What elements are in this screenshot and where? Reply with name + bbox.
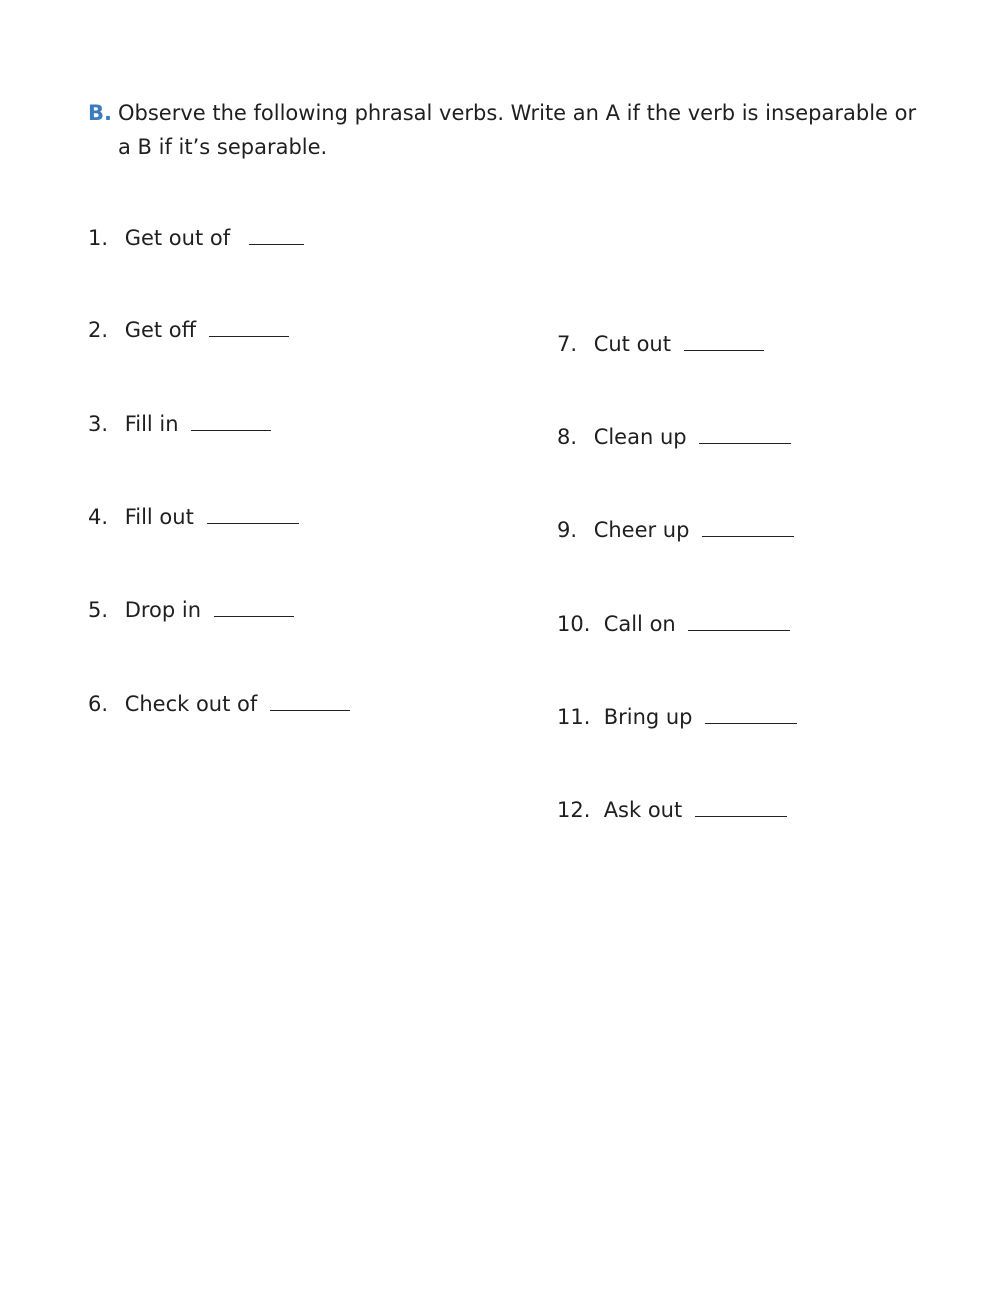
item-verb: Fill out	[124, 505, 194, 529]
item-verb: Fill in	[124, 412, 179, 436]
exercise-item-12	[557, 796, 787, 824]
item-number: 4.	[88, 505, 109, 529]
item-verb: Check out of	[124, 692, 258, 716]
answer-blank[interactable]	[705, 705, 797, 724]
answer-blank[interactable]	[695, 798, 787, 817]
item-number: 7.	[557, 332, 578, 356]
exercise-item-2	[88, 316, 289, 344]
answer-blank[interactable]	[684, 332, 764, 351]
item-number: 1.	[88, 226, 109, 250]
item-verb: Get off	[124, 318, 197, 342]
answer-blank[interactable]	[702, 518, 794, 537]
exercise-item-3	[88, 410, 271, 438]
exercise-item-8	[557, 423, 791, 451]
answer-blank[interactable]	[688, 612, 790, 631]
item-verb: Ask out	[603, 798, 683, 822]
exercise-item-9	[557, 516, 794, 544]
answer-blank[interactable]	[191, 412, 271, 431]
exercise-item-4	[88, 503, 299, 531]
answer-blank[interactable]	[249, 226, 304, 245]
item-verb: Cheer up	[593, 518, 690, 542]
exercise-item-10	[557, 610, 790, 638]
item-verb: Call on	[603, 612, 676, 636]
exercise-item-6	[88, 690, 350, 718]
item-number: 10.	[557, 612, 591, 636]
answer-blank[interactable]	[214, 598, 294, 617]
answer-blank[interactable]	[207, 505, 299, 524]
item-verb: Clean up	[593, 425, 687, 449]
item-number: 8.	[557, 425, 578, 449]
exercise-item-1	[88, 224, 304, 252]
section-letter: B.	[88, 101, 112, 125]
exercise-item-11	[557, 703, 797, 731]
exercise-item-5	[88, 596, 294, 624]
item-number: 3.	[88, 412, 109, 436]
answer-blank[interactable]	[209, 318, 289, 337]
item-number: 11.	[557, 705, 591, 729]
item-verb: Bring up	[603, 705, 693, 729]
answer-blank[interactable]	[699, 425, 791, 444]
exercise-item-7	[557, 330, 764, 358]
item-number: 2.	[88, 318, 109, 342]
item-number: 9.	[557, 518, 578, 542]
item-verb: Cut out	[593, 332, 671, 356]
instruction-text: Observe the following phrasal verbs. Write an A if the verb is inseparable or a B if it’s separable.	[118, 101, 917, 159]
item-number: 12.	[557, 798, 591, 822]
answer-blank[interactable]	[270, 692, 350, 711]
item-number: 6.	[88, 692, 109, 716]
item-verb: Drop in	[124, 598, 202, 622]
item-number: 5.	[88, 598, 109, 622]
instruction-block	[88, 96, 928, 164]
item-verb: Get out of	[124, 226, 231, 250]
